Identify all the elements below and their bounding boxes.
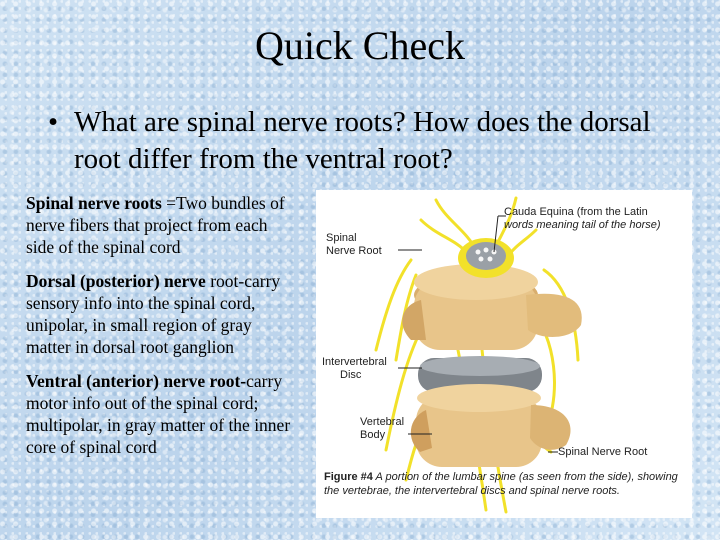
note-definition: carry motor info out of the spinal cord; multipolar, in gray matter of the inner core of spinal cord (26, 371, 291, 457)
label-line: Cauda Equina (from the Latin (504, 206, 648, 218)
note-dorsal-root (26, 270, 298, 358)
notes-text-block (26, 192, 298, 470)
caption-text: A portion of the lumbar spine (as seen from the side), showing the vertebrae, the intervertebral discs and spinal nerve roots. (324, 471, 678, 497)
label-vertebral-body (360, 416, 404, 442)
slide-title: Quick Check (255, 23, 465, 68)
question-text: What are spinal nerve roots? How does the dorsal root differ from the ventral root? (74, 106, 651, 175)
bullet-marker: • (48, 106, 59, 138)
label-line: Body (360, 429, 386, 441)
note-ventral-root (26, 370, 298, 458)
figure-caption (324, 470, 684, 498)
note-definition: root-carry sensory info into the spinal cord, unipolar, in small region of gray matter in dorsal root ganglion (26, 271, 281, 357)
label-line: Vertebral (360, 416, 405, 428)
figure-number: Figure #4 (324, 471, 373, 483)
note-spinal-nerve-roots (26, 192, 298, 258)
label-line: words meaning tail of the horse) (504, 219, 661, 231)
label-cauda-equina (504, 206, 661, 232)
note-definition: =Two bundles of nerve fibers that project from each side of the spinal cord (26, 193, 285, 257)
label-intervertebral-disc (322, 356, 387, 382)
label-spinal-nerve-root-right: Spinal Nerve Root (558, 446, 648, 458)
label-line: Disc (340, 369, 362, 381)
note-term: Ventral (anterior) nerve root- (26, 371, 247, 391)
lower-vertebra (411, 384, 571, 467)
label-line: Intervertebral (322, 356, 387, 368)
lumbar-spine-figure (316, 190, 692, 518)
label-spinal-nerve-root (326, 232, 382, 258)
note-term: Spinal nerve roots (26, 193, 162, 213)
note-term: Dorsal (posterior) nerve (26, 271, 206, 291)
cauda-equina-bundle (458, 238, 514, 278)
label-line: Spinal (326, 232, 357, 244)
label-line: Nerve Root (326, 245, 382, 257)
question-bullet-point (48, 104, 688, 178)
